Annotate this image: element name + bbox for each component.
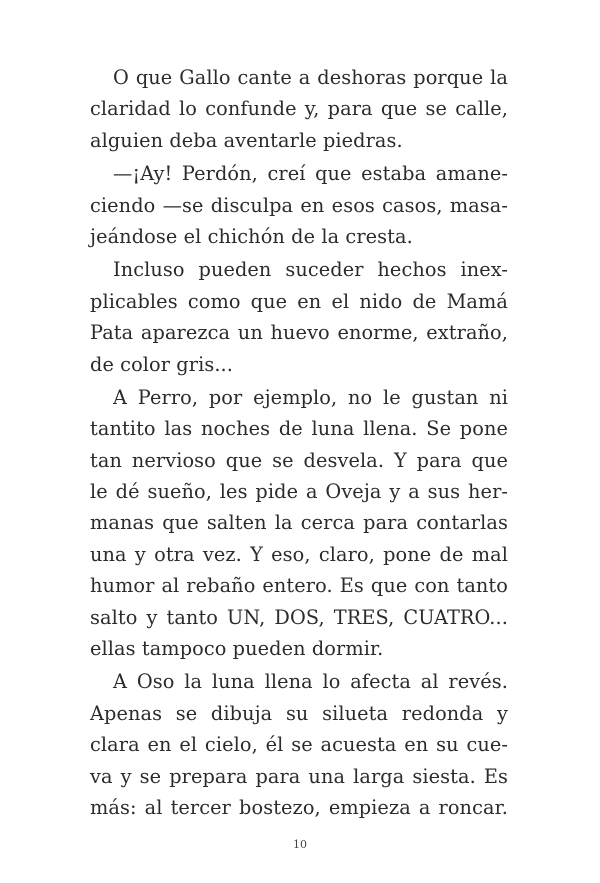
page-number: 10 — [293, 838, 307, 851]
text-line: claridad lo confunde y, para que se calle, — [90, 97, 508, 121]
paragraph-2 — [90, 158, 508, 252]
paragraph-5 — [90, 666, 508, 823]
text-line: humor al rebaño entero. Es que con tanto — [90, 574, 508, 598]
text-line: A Oso la luna llena lo afecta al revés. — [113, 670, 508, 694]
text-line: A Perro, por ejemplo, no le gustan ni — [113, 385, 508, 409]
text-line: ellas tampoco pueden dormir. — [90, 637, 384, 661]
text-line: salto y tanto UN, DOS, TRES, CUATRO... — [90, 605, 508, 629]
text-line: O que Gallo cante a deshoras porque la — [113, 66, 508, 89]
text-line: va y se prepara para una larga siesta. Es — [90, 764, 508, 788]
text-line: Incluso pueden suceder hechos inex- — [113, 258, 508, 282]
text-line: tantito las noches de luna llena. Se pone — [90, 417, 508, 441]
text-line: ciendo —se disculpa en esos casos, masa- — [90, 193, 508, 217]
text-line: más: al tercer bostezo, empieza a roncar. — [90, 795, 508, 819]
text-line: Pata aparezca un huevo enorme, extraño, — [90, 321, 508, 345]
paragraph-4 — [90, 382, 508, 665]
text-line: una y otra vez. Y eso, claro, pone de mal — [90, 542, 508, 566]
text-line: alguien deba aventarle piedras. — [90, 128, 403, 152]
text-line: tan nervioso que se desvela. Y para que — [90, 448, 508, 472]
body-text — [90, 62, 508, 823]
text-line: manas que salten la cerca para contarlas — [90, 511, 508, 535]
text-line: —¡Ay! Perdón, creí que estaba amane- — [113, 162, 508, 186]
text-line: le dé sueño, les pide a Oveja y a sus her- — [90, 480, 508, 504]
paragraph-1 — [90, 62, 508, 156]
paragraph-3 — [90, 254, 508, 380]
text-line: jeándose el chichón de la cresta. — [90, 224, 413, 248]
text-line: Apenas se dibuja su silueta redonda y — [90, 701, 508, 725]
text-line: clara en el cielo, él se acuesta en su cue- — [90, 733, 508, 757]
text-line: de color gris... — [90, 352, 234, 376]
text-line: plicables como que en el nido de Mamá — [90, 289, 508, 313]
